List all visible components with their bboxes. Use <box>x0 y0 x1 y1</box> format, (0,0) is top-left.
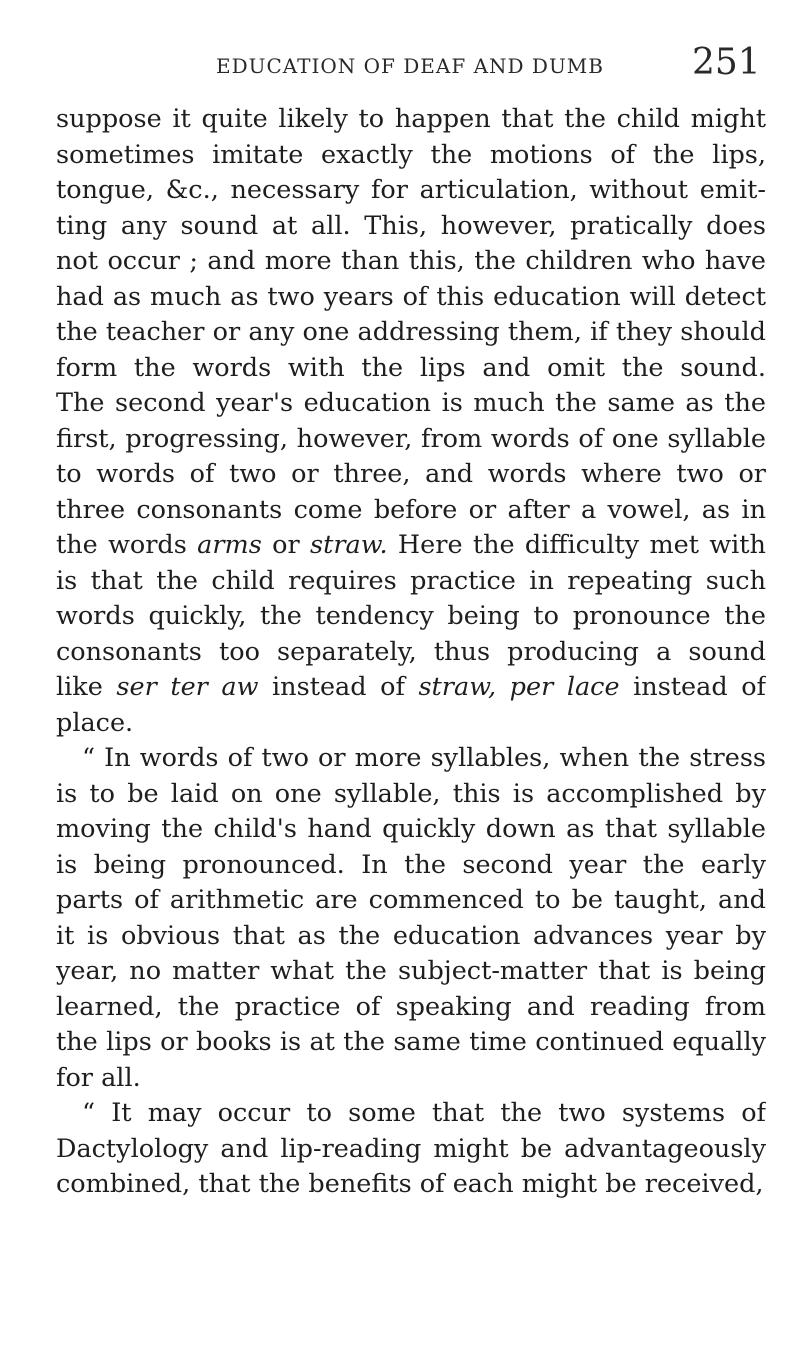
text-line: it is obvious that as the education advances year by <box>56 920 766 951</box>
text-line: Dactylology and lip-reading might be advantageously <box>56 1133 766 1164</box>
text-line <box>56 528 766 564</box>
text-span: the words <box>56 530 198 560</box>
text-line: words quickly, the tendency being to pronounce the <box>56 601 766 631</box>
page-number: 251 <box>692 42 761 83</box>
running-title: EDUCATION OF DEAF AND DUMB <box>216 54 604 78</box>
text-line: the lips or books is at the same time continued equally <box>56 1027 766 1057</box>
text-span: or <box>261 530 310 560</box>
text-line: learned, the practice of speaking and reading from <box>56 991 766 1022</box>
text-line: not occur ; and more than this, the children who have <box>56 246 766 276</box>
text-line: suppose it quite likely to happen that the child might <box>56 104 766 134</box>
text-line: is being pronounced. In the second year the early <box>56 849 766 880</box>
text-line <box>56 670 766 706</box>
text-line: form the words with the lips and omit the sound. <box>56 352 766 383</box>
text-line: moving the child's hand quickly down as that syllable <box>56 814 766 844</box>
italic-word: straw. <box>309 530 388 560</box>
italic-phrase: ser ter aw <box>116 672 259 702</box>
text-line: the teacher or any one addressing them, if they should <box>56 317 766 347</box>
text-span: instead of <box>258 672 419 702</box>
text-line: year, no matter what the subject-matter that is being <box>56 956 766 986</box>
text-span: instead of <box>619 672 766 702</box>
text-span: Here the difficulty met with <box>387 530 766 560</box>
text-line: is to be laid on one syllable, this is accomplished by <box>56 778 766 809</box>
text-line: combined, that the benefits of each might be received, <box>56 1169 764 1199</box>
text-line: is that the child requires practice in repeating such <box>56 565 766 596</box>
text-line: “ In words of two or more syllables, when the stress <box>82 743 766 773</box>
text-line: three consonants come before or after a vowel, as in <box>56 494 766 525</box>
text-line: to words of two or three, and words where two or <box>56 459 766 489</box>
text-line: consonants too separately, thus producing a sound <box>56 636 766 667</box>
text-line: for all. <box>56 1062 141 1093</box>
body-text <box>56 102 766 1203</box>
text-line: first, progressing, however, from words of one syllable <box>56 423 766 454</box>
text-line: sometimes imitate exactly the motions of the lips, <box>56 139 766 170</box>
italic-phrase: straw, per lace <box>418 672 620 702</box>
text-line: parts of arithmetic are commenced to be taught, and <box>56 885 766 915</box>
text-line: had as much as two years of this education will detect <box>56 281 766 312</box>
text-line: tongue, &c., necessary for articulation, without emit- <box>56 175 766 205</box>
text-span: like <box>56 672 117 702</box>
text-line: ting any sound at all. This, however, pratically does <box>56 210 766 241</box>
italic-word: arms <box>197 530 262 560</box>
text-line: “ It may occur to some that the two systems of <box>82 1098 766 1128</box>
text-line: place. <box>56 707 134 738</box>
text-line: The second year's education is much the same as the <box>56 388 766 418</box>
